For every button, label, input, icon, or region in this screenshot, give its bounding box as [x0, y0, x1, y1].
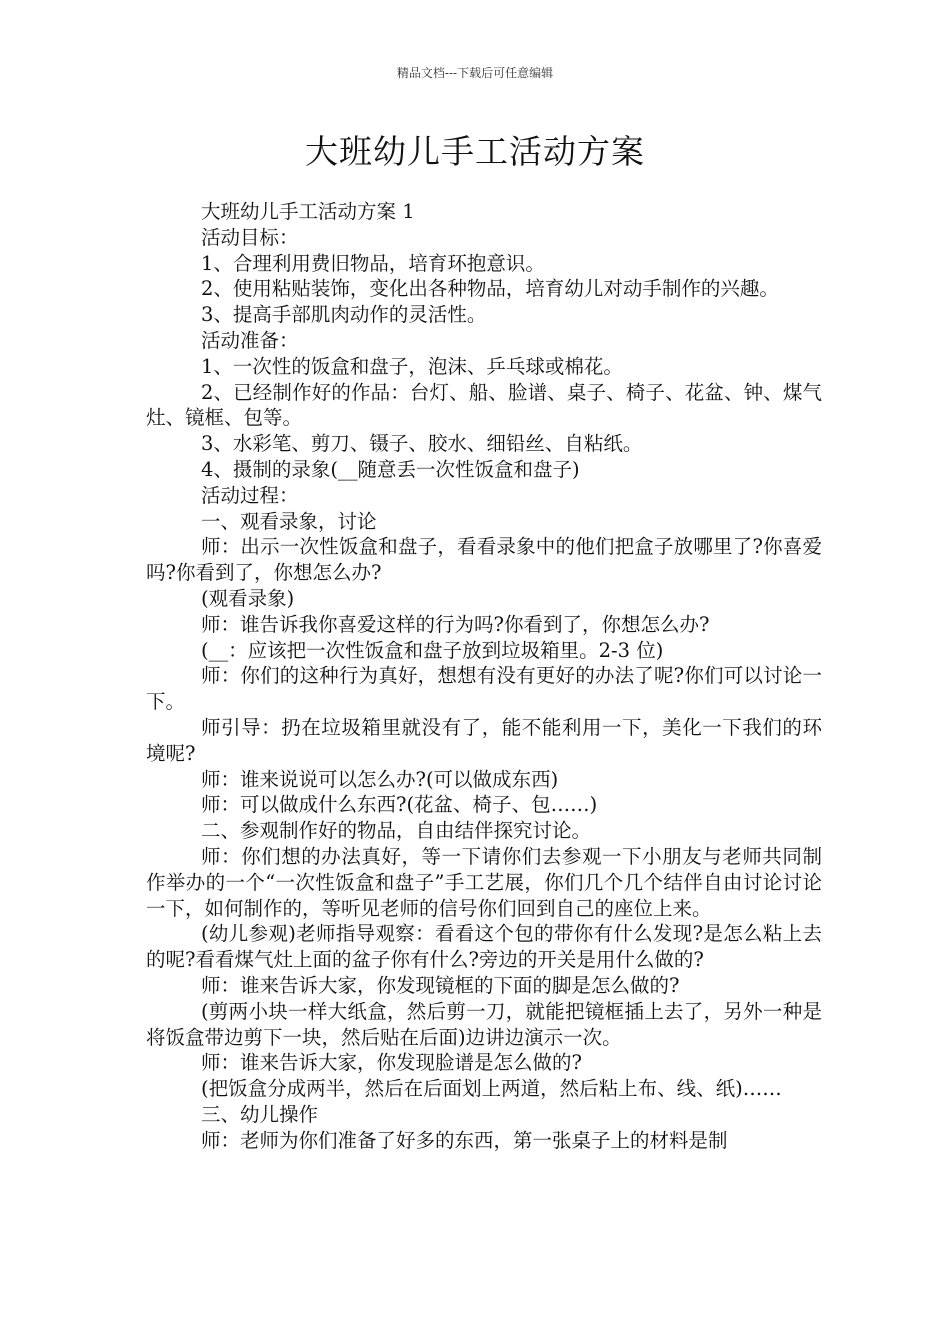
- page-header: 精品文档---下载后可任意编辑: [396, 66, 554, 80]
- paragraph: 大班幼儿手工活动方案 1: [201, 200, 415, 223]
- paragraph: 三、幼儿操作: [201, 1102, 319, 1126]
- paragraph: 师：谁来告诉大家，你发现脸谱是怎么做的?: [201, 1051, 582, 1075]
- paragraph: 3、水彩笔、剪刀、镊子、胶水、细铅丝、自粘纸。: [201, 432, 643, 456]
- paragraph: 1、一次性的饭盒和盘子，泡沫、乒乓球或棉花。: [201, 354, 623, 378]
- paragraph: 二、参观制作好的物品，自由结伴探究讨论。: [201, 819, 592, 843]
- paragraph: (__：应该把一次性饭盒和盘子放到垃圾箱里。2-3 位): [201, 638, 664, 662]
- paragraph: (把饭盒分成两半，然后在后面划上两道，然后粘上布、线、纸)……: [201, 1077, 782, 1101]
- paragraph: 师引导：扔在垃圾箱里就没有了，能不能利用一下，美化一下我们的环境呢?: [146, 715, 822, 765]
- paragraph: 一、观看录象，讨论: [201, 509, 377, 533]
- paragraph: 2、已经制作好的作品：台灯、船、脸谱、桌子、椅子、花盆、钟、煤气灶、镜框、包等。: [146, 380, 822, 430]
- document-title: 大班幼儿手工活动方案: [305, 132, 645, 171]
- paragraph: 1、合理利用费旧物品，培育环抱意识。: [201, 251, 545, 275]
- paragraph: 师：谁来告诉大家，你发现镜框的下面的脚是怎么做的?: [201, 973, 680, 997]
- paragraph: 师：你们的这种行为真好，想想有没有更好的办法了呢?你们可以讨论一下。: [146, 664, 822, 714]
- paragraph: (剪两小块一样大纸盒，然后剪一刀，就能把镜框插上去了，另外一种是将饭盒带边剪下一块，然后贴在后面)边讲边演示一次。: [146, 999, 822, 1049]
- paragraph: 4、摄制的录象(__随意丢一次性饭盒和盘子): [201, 457, 580, 481]
- paragraph: 3、提高手部肌肉动作的灵活性。: [201, 303, 487, 327]
- paragraph: (观看录象): [201, 586, 295, 610]
- paragraph: 师：出示一次性饭盒和盘子，看看录象中的他们把盒子放哪里了?你喜爱吗?你看到了，你想怎么办?: [146, 535, 822, 585]
- paragraph: 师：谁告诉我你喜爱这样的行为吗?你看到了，你想怎么办?: [201, 612, 710, 636]
- paragraph: 活动准备：: [201, 328, 299, 352]
- paragraph: 师：你们想的办法真好，等一下请你们去参观一下小朋友与老师共同制作举办的一个“一次性饭盒和盘子”手工艺展，你们几个几个结伴自由讨论讨论一下，如何制作的，等听见老师的信号你们回到自己的座位上来。: [146, 844, 822, 920]
- paragraph: 师：谁来说说可以怎么办?(可以做成东西): [201, 767, 559, 791]
- paragraph: 活动过程：: [201, 483, 299, 507]
- paragraph: 2、使用粘贴装饰，变化出各种物品，培育幼儿对动手制作的兴趣。: [201, 277, 779, 301]
- paragraph: (幼儿参观)老师指导观察：看看这个包的带你有什么发现?是怎么粘上去的呢?看看煤气灶上面的盆子你有什么?旁边的开关是用什么做的?: [146, 922, 822, 972]
- paragraph: 师：老师为你们准备了好多的东西，第一张桌子上的材料是制: [201, 1128, 728, 1152]
- paragraph: 师：可以做成什么东西?(花盆、椅子、包……): [201, 793, 598, 817]
- paragraph: 活动目标：: [201, 225, 299, 249]
- document-body: [146, 199, 822, 1153]
